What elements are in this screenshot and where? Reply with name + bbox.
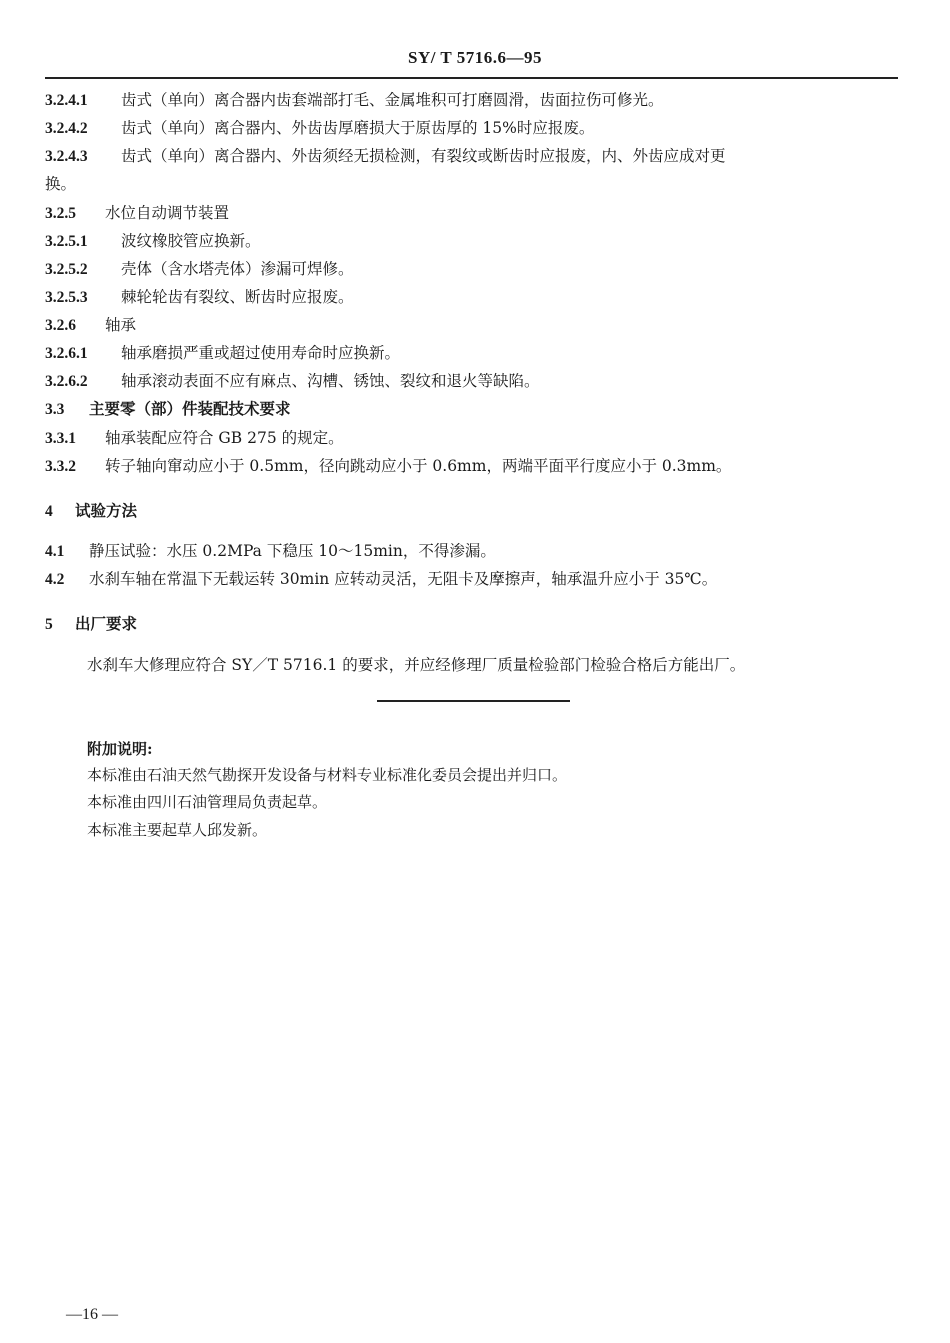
clause-text: 齿式（单向）离合器内、外齿须经无损检测，有裂纹或断齿时应报废，内、外齿应成对更 (121, 147, 726, 165)
clause-text: 波纹橡胶管应换新。 (121, 232, 261, 250)
clause-3-2-6-1 (45, 343, 400, 364)
clause-text: 齿式（单向）离合器内、外齿齿厚磨损大于原齿厚的 15%时应报废。 (121, 119, 595, 137)
page-header-standard-code: SY/ T 5716.6—95 (408, 48, 542, 67)
clause-number: 3.2.4.1 (45, 92, 88, 109)
section-4-heading (45, 501, 137, 522)
clause-number: 3.2.5.3 (45, 289, 88, 306)
clause-3-2-5-3 (45, 287, 354, 308)
header-rule (45, 77, 898, 79)
clause-text: 壳体（含水塔壳体）渗漏可焊修。 (121, 260, 354, 278)
clause-text: 轴承装配应符合 GB 275 的规定。 (105, 429, 344, 447)
clause-text: 轴承磨损严重或超过使用寿命时应换新。 (121, 344, 401, 362)
clause-number: 3.2.4.3 (45, 148, 88, 165)
clause-3-2-6-2 (45, 371, 540, 392)
clause-3-2-6 (45, 315, 136, 336)
clause-number: 3.3 (45, 401, 65, 418)
clause-number: 4.1 (45, 543, 65, 560)
factory-requirement-paragraph: 水刹车大修理应符合 SY／T 5716.1 的要求，并应经修理厂质量检验部门检验合格后方能出厂。 (87, 656, 746, 674)
clause-text: 水位自动调节装置 (105, 204, 230, 222)
clause-number: 4 (45, 503, 53, 520)
clause-text: 轴承滚动表面不应有麻点、沟槽、锈蚀、裂纹和退火等缺陷。 (121, 372, 540, 390)
clause-text: 轴承 (105, 316, 137, 334)
clause-text: 试验方法 (75, 501, 138, 520)
clause-text: 主要零（部）件装配技术要求 (89, 399, 291, 418)
notes-title: 附加说明: (87, 740, 153, 758)
section-3-3-heading (45, 399, 291, 420)
clause-3-3-2 (45, 456, 731, 477)
clause-text: 转子轴向窜动应小于 0.5mm，径向跳动应小于 0.6mm，两端平面平行度应小于 0.3mm。 (105, 457, 732, 475)
clause-3-2-4-3-continuation: 换。 (45, 175, 77, 193)
clause-number: 3.2.4.2 (45, 120, 88, 137)
notes-line: 本标准主要起草人邱发新。 (87, 821, 268, 839)
clause-text: 水刹车轴在常温下无载运转 30min 应转动灵活，无阻卡及摩擦声，轴承温升应小于 35℃。 (89, 570, 718, 588)
clause-text: 静压试验：水压 0.2MPa 下稳压 10～15min，不得渗漏。 (89, 542, 496, 560)
clause-number: 3.2.6.1 (45, 345, 88, 362)
page-number: —16 — (66, 1306, 118, 1323)
notes-line: 本标准由四川石油管理局负责起草。 (87, 793, 328, 811)
clause-3-2-4-3 (45, 146, 726, 167)
section-5-heading (45, 614, 137, 635)
clause-3-3-1 (45, 428, 344, 449)
clause-3-2-5-1 (45, 231, 261, 252)
clause-number: 3.2.6.2 (45, 373, 88, 390)
clause-number: 3.2.6 (45, 317, 76, 334)
clause-number: 3.2.5.2 (45, 261, 88, 278)
clause-3-2-4-2 (45, 118, 594, 139)
clause-number: 3.3.2 (45, 458, 76, 475)
clause-3-2-5-2 (45, 259, 354, 280)
clause-number: 3.3.1 (45, 430, 76, 447)
clause-3-2-5 (45, 203, 229, 224)
clause-number: 4.2 (45, 571, 65, 588)
clause-number: 3.2.5 (45, 205, 76, 222)
clause-text: 齿式（单向）离合器内齿套端部打毛、金属堆积可打磨圆滑，齿面拉伤可修光。 (121, 91, 664, 109)
notes-line: 本标准由石油天然气勘探开发设备与材料专业标准化委员会提出并归口。 (87, 766, 568, 784)
clause-text: 棘轮轮齿有裂纹、断齿时应报废。 (121, 288, 354, 306)
end-of-text-rule (377, 700, 570, 702)
clause-number: 3.2.5.1 (45, 233, 88, 250)
clause-number: 5 (45, 616, 53, 633)
clause-text: 出厂要求 (75, 614, 138, 633)
clause-4-1 (45, 541, 496, 562)
clause-3-2-4-1 (45, 90, 664, 111)
clause-4-2 (45, 569, 717, 590)
